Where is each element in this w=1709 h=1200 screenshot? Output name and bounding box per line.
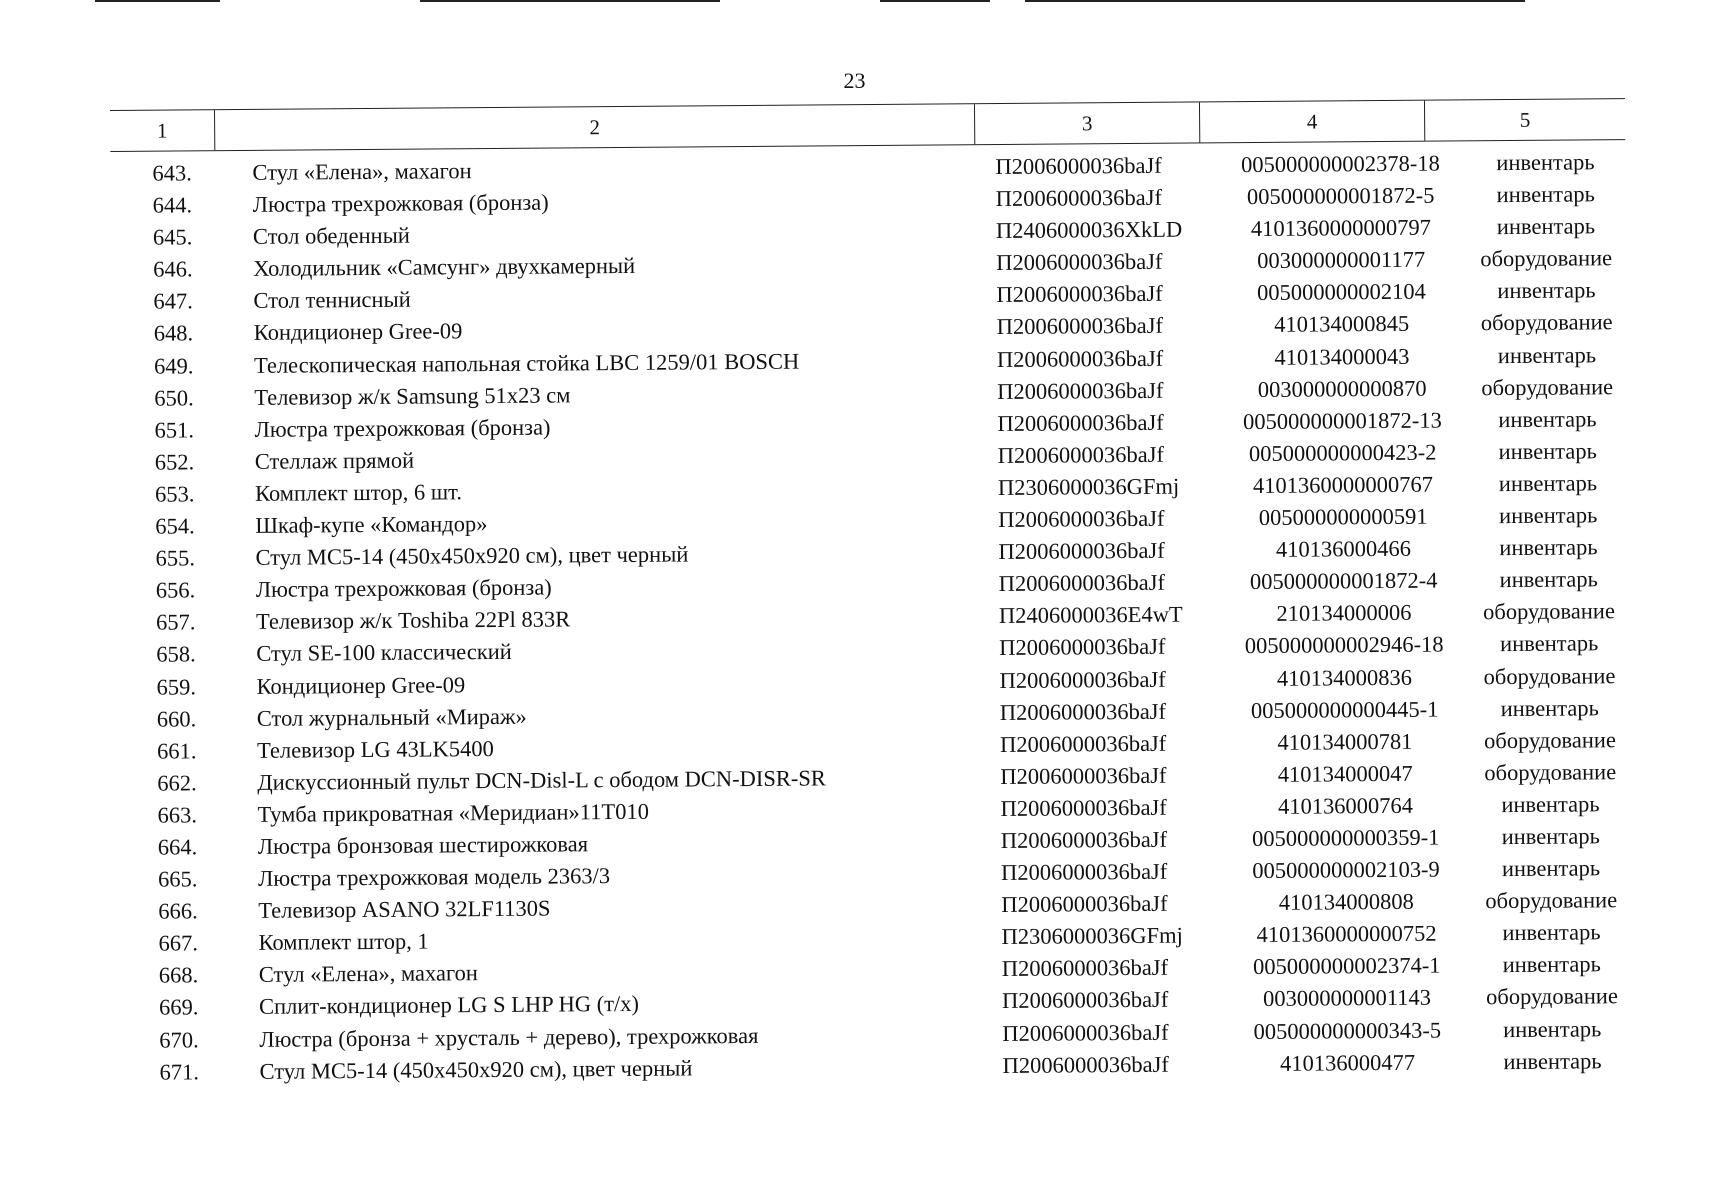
item-name: Стеллаж прямой [254, 447, 415, 474]
item-name: Телевизор LG 43LK5400 [256, 735, 494, 763]
item-category: оборудование [1480, 309, 1613, 336]
account-code: П2006000036baJf [999, 698, 1167, 725]
inventory-number: 005000000001872-13 [1243, 407, 1442, 434]
row-number: 667. [158, 930, 199, 956]
account-code: П2006000036baJf [999, 666, 1166, 693]
item-category: инвентарь [1501, 823, 1600, 850]
inventory-number: 410136000466 [1275, 535, 1412, 562]
top-rule-center-left [420, 0, 720, 2]
inventory-number: 005000000000359-1 [1251, 824, 1440, 852]
row-number: 646. [153, 256, 193, 282]
inventory-number: 005000000002374-1 [1252, 952, 1441, 980]
row-number: 669. [158, 994, 199, 1021]
item-name: Дискуссионный пульт DCN-Disl-L с ободом DCN-DISR-SR [257, 765, 826, 795]
item-name: Кондиционер Gree-09 [256, 671, 466, 699]
item-name: Стул MC5-14 (450x450x920 см), цвет черный [259, 1055, 693, 1084]
row-number: 666. [158, 898, 198, 924]
item-name: Стол теннисный [253, 287, 411, 314]
account-code: П2006000036baJf [998, 569, 1166, 597]
account-code: П2406000036E4wT [998, 601, 1183, 629]
item-category: оборудование [1483, 726, 1616, 753]
inventory-number: 410134000047 [1277, 760, 1413, 787]
item-name: Тумба прикроватная «Меридиан»11Т010 [257, 798, 649, 827]
item-category: инвентарь [1499, 566, 1598, 593]
account-code: П2006000036baJf [1000, 826, 1168, 853]
item-category: оборудование [1485, 983, 1619, 1010]
account-code: П2006000036baJf [1001, 890, 1168, 918]
account-code: П2006000036baJf [996, 345, 1164, 372]
inventory-number: 005000000002378-18 [1240, 150, 1440, 178]
account-code: П2006000036baJf [999, 730, 1167, 757]
item-name: Люстра трехрожковая (бронза) [255, 574, 552, 603]
inventory-table [110, 98, 1633, 1089]
inventory-number: 410134000043 [1274, 343, 1410, 370]
row-number: 663. [157, 802, 198, 828]
inventory-number: 005000000000423-2 [1248, 439, 1437, 466]
item-category: оборудование [1480, 245, 1613, 272]
item-category: инвентарь [1501, 791, 1600, 817]
inventory-number: 410134000808 [1278, 888, 1414, 916]
inventory-number: 005000000002103-9 [1252, 856, 1440, 884]
header-col-2: 2 [215, 104, 975, 150]
item-name: Холодильник «Самсунг» двухкамерный [253, 253, 636, 282]
row-number: 655. [155, 545, 195, 571]
account-code: П2006000036baJf [998, 505, 1165, 533]
item-category: инвентарь [1497, 277, 1596, 304]
item-category: оборудование [1485, 887, 1618, 914]
item-category: оборудование [1484, 758, 1617, 786]
inventory-number: 003000000000870 [1257, 375, 1427, 402]
top-rule-left [95, 0, 220, 2]
inventory-number: 410134000781 [1277, 728, 1413, 755]
item-name: Телевизор ж/к Toshiba 22Pl 833R [255, 606, 571, 635]
item-name: Шкаф-купе «Командор» [255, 511, 488, 538]
inventory-number: 005000000002104 [1256, 279, 1426, 306]
row-number: 647. [153, 288, 193, 315]
item-category: инвентарь [1496, 213, 1596, 240]
inventory-number: 210134000006 [1276, 600, 1412, 627]
account-code: П2006000036baJf [1001, 955, 1169, 982]
row-number: 659. [156, 673, 197, 700]
row-number: 657. [155, 609, 196, 635]
item-name: Стул «Елена», махагон [258, 960, 478, 988]
row-number: 650. [154, 385, 194, 411]
item-category: инвентарь [1497, 341, 1597, 368]
account-code: П2006000036baJf [995, 152, 1162, 180]
item-category: инвентарь [1499, 502, 1598, 529]
inventory-number: 4101360000000797 [1250, 214, 1432, 242]
account-code: П2006000036baJf [996, 249, 1163, 276]
item-category: инвентарь [1503, 1047, 1602, 1074]
item-category: инвентарь [1499, 534, 1598, 561]
account-code: П2006000036baJf [1000, 858, 1168, 886]
item-category: инвентарь [1500, 630, 1599, 657]
inventory-number: 005000000000445-1 [1250, 696, 1439, 723]
item-category: оборудование [1481, 373, 1614, 400]
inventory-number: 410134000845 [1274, 311, 1410, 338]
account-code: П2006000036baJf [997, 377, 1164, 404]
row-number: 644. [152, 192, 193, 218]
table-header [110, 98, 1625, 152]
item-category: инвентарь [1498, 470, 1598, 497]
item-category: инвентарь [1496, 149, 1595, 176]
row-number: 654. [155, 513, 195, 539]
account-code: П2006000036baJf [999, 634, 1166, 661]
item-category: инвентарь [1502, 919, 1601, 946]
inventory-number: 410136000764 [1277, 792, 1414, 819]
inventory-number: 005000000001872-4 [1249, 567, 1438, 595]
item-name: Комплект штор, 6 шт. [254, 479, 462, 506]
item-name: Стул «Елена», махагон [252, 158, 472, 185]
row-number: 651. [154, 417, 194, 443]
item-name: Люстра трехрожковая модель 2363/3 [257, 863, 611, 891]
inventory-number: 003000000001143 [1262, 985, 1432, 1012]
row-number: 653. [154, 481, 195, 507]
item-name: Стул MC5-14 (450x450x920 см), цвет черный [255, 541, 689, 570]
header-col-3: 3 [975, 102, 1200, 144]
item-name: Люстра бронзовая шестирожковая [257, 831, 589, 859]
inventory-number: 005000000000343-5 [1253, 1017, 1442, 1044]
account-code: П2306000036GFmj [997, 473, 1180, 500]
row-number: 645. [152, 224, 193, 250]
row-number: 660. [156, 705, 197, 732]
item-name: Стол журнальный «Мираж» [256, 703, 527, 731]
header-col-4: 4 [1200, 101, 1425, 143]
inventory-number: 4101360000000767 [1252, 471, 1434, 498]
top-rule-center-right [880, 0, 990, 2]
inventory-number: 005000000002946-18 [1244, 631, 1444, 659]
item-category: инвентарь [1498, 406, 1597, 432]
row-number: 661. [156, 738, 197, 764]
inventory-number: 410134000836 [1276, 664, 1413, 691]
row-number: 649. [153, 352, 194, 379]
account-code: П2006000036baJf [1001, 987, 1169, 1014]
row-number: 668. [158, 962, 199, 988]
row-number: 671. [159, 1058, 200, 1085]
row-number: 652. [154, 449, 195, 475]
item-category: инвентарь [1496, 181, 1595, 208]
item-category: инвентарь [1500, 694, 1599, 721]
account-code: П2006000036baJf [996, 281, 1163, 308]
page-number: 23 [843, 68, 866, 93]
top-rule-right [1025, 0, 1525, 2]
inventory-number: 4101360000000752 [1256, 920, 1437, 948]
row-number: 656. [155, 577, 196, 603]
row-number: 658. [156, 641, 196, 668]
inventory-number: 005000000001872-5 [1246, 182, 1435, 210]
table-body [110, 146, 1632, 1089]
item-name: Телевизор ASANO 32LF1130S [258, 895, 551, 924]
item-name: Сплит-кондиционер LG S LHP HG (т/х) [258, 991, 640, 1020]
account-code: П2006000036baJf [1000, 794, 1167, 821]
item-category: инвентарь [1502, 951, 1601, 978]
account-code: П2006000036baJf [997, 441, 1165, 468]
account-code: П2006000036baJf [1000, 762, 1167, 789]
item-category: оборудование [1482, 598, 1615, 625]
item-name: Кондиционер Gree-09 [253, 318, 463, 346]
item-category: инвентарь [1501, 855, 1601, 882]
account-code: П2006000036baJf [997, 409, 1164, 436]
item-name: Комплект штор, 1 [258, 928, 429, 956]
item-name: Стул SE-100 классический [256, 639, 512, 667]
row-number: 665. [157, 866, 198, 892]
header-col-5: 5 [1519, 107, 1531, 132]
header-col-1: 1 [110, 110, 215, 151]
item-name: Люстра трехрожковая (бронза) [254, 414, 551, 442]
item-name: Люстра трехрожковая (бронза) [252, 189, 549, 217]
row-number: 662. [157, 770, 197, 796]
item-category: инвентарь [1498, 438, 1597, 464]
account-code: П2306000036GFmj [1001, 922, 1183, 950]
account-code: П2006000036baJf [998, 537, 1165, 565]
inventory-number: 410136000477 [1279, 1049, 1416, 1076]
item-name: Телевизор ж/к Samsung 51x23 см [254, 382, 571, 410]
account-code: П2006000036baJf [995, 184, 1163, 212]
row-number: 643. [152, 160, 192, 186]
row-number: 648. [153, 320, 194, 347]
account-code: П2406000036XkLD [995, 216, 1183, 244]
row-number: 664. [157, 834, 198, 860]
row-number: 670. [159, 1026, 199, 1053]
item-name: Стол обеденный [252, 222, 410, 250]
inventory-number: 005000000000591 [1258, 503, 1428, 531]
account-code: П2006000036baJf [1002, 1051, 1169, 1078]
item-category: оборудование [1483, 662, 1616, 689]
account-code: П2006000036baJf [996, 313, 1164, 340]
account-code: П2006000036baJf [1002, 1019, 1169, 1046]
inventory-number: 003000000001177 [1257, 246, 1426, 274]
item-name: Люстра (бронза + хрусталь + дерево), трехрожковая [259, 1022, 759, 1052]
item-category: инвентарь [1503, 1015, 1602, 1042]
item-name: Телескопическая напольная стойка LBC 1259/01 BOSCH [253, 348, 800, 378]
